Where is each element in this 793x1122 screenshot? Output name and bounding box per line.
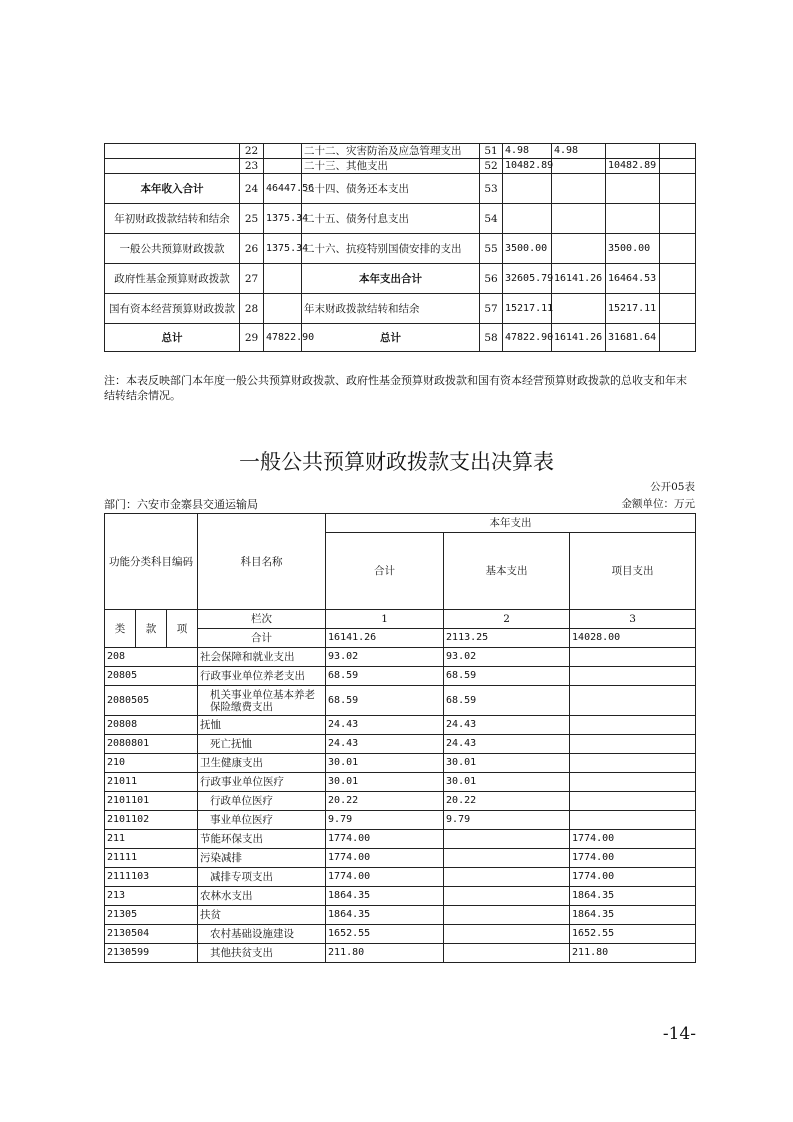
current-year-header: 本年支出 — [326, 514, 696, 533]
basic-amount: 30.01 — [444, 754, 570, 773]
basic-amount — [552, 234, 606, 264]
subject-name: 农村基础设施建设 — [198, 925, 326, 944]
total-amount: 20.22 — [326, 792, 444, 811]
func-class-header: 功能分类科目编码 — [105, 514, 198, 610]
table-row — [105, 773, 696, 792]
subject-code: 210 — [105, 754, 198, 773]
left-amount: 1375.34 — [264, 204, 302, 234]
subject-code: 21305 — [105, 906, 198, 925]
subject-name: 社会保障和就业支出 — [198, 648, 326, 667]
table-row — [105, 887, 696, 906]
subject-code: 208 — [105, 648, 198, 667]
project-amount — [570, 773, 696, 792]
subject-code: 211 — [105, 830, 198, 849]
total-amount: 68.59 — [326, 667, 444, 686]
basic-amount: 24.43 — [444, 716, 570, 735]
total-amount: 1652.55 — [326, 925, 444, 944]
total-amount: 1774.00 — [326, 868, 444, 887]
subject-code: 2101102 — [105, 811, 198, 830]
left-row-no: 27 — [240, 264, 264, 294]
subject-name: 行政单位医疗 — [198, 792, 326, 811]
left-amount: 1375.34 — [264, 234, 302, 264]
form-number: 公开05表 — [650, 481, 695, 493]
summary-row — [105, 159, 696, 174]
left-label: 国有资本经营预算财政拨款 — [105, 294, 240, 324]
left-label: 年初财政拨款结转和结余 — [105, 204, 240, 234]
table-row — [105, 906, 696, 925]
basic-amount — [444, 887, 570, 906]
right-row-no: 54 — [480, 204, 503, 234]
sum-row-project: 14028.00 — [570, 629, 696, 648]
basic-amount: 68.59 — [444, 667, 570, 686]
table-row — [105, 667, 696, 686]
basic-amount — [444, 906, 570, 925]
project-amount: 10482.89 — [606, 159, 660, 174]
subject-name: 事业单位医疗 — [198, 811, 326, 830]
subject-name: 节能环保支出 — [198, 830, 326, 849]
blank-cell — [660, 174, 696, 204]
subject-code: 2130599 — [105, 944, 198, 963]
left-label — [105, 144, 240, 159]
left-row-no: 23 — [240, 159, 264, 174]
right-label: 二十二、灾害防治及应急管理支出 — [302, 144, 480, 159]
project-amount — [570, 754, 696, 773]
blank-cell — [660, 144, 696, 159]
total-amount: 32605.79 — [503, 264, 552, 294]
project-amount — [606, 204, 660, 234]
total-amount — [503, 204, 552, 234]
right-label: 二十六、抗疫特别国债安排的支出 — [302, 234, 480, 264]
left-amount: 47822.90 — [264, 324, 302, 352]
project-amount: 1864.35 — [570, 906, 696, 925]
project-amount: 211.80 — [570, 944, 696, 963]
basic-amount — [552, 204, 606, 234]
project-header: 项目支出 — [570, 533, 696, 610]
right-label: 二十三、其他支出 — [302, 159, 480, 174]
total-amount: 24.43 — [326, 716, 444, 735]
left-row-no: 26 — [240, 234, 264, 264]
subject-name: 污染减排 — [198, 849, 326, 868]
subject-code: 21011 — [105, 773, 198, 792]
left-row-no: 29 — [240, 324, 264, 352]
subject-code: 2080801 — [105, 735, 198, 754]
project-amount — [606, 144, 660, 159]
expenditure-table — [104, 513, 696, 963]
unit-label: 金额单位：万元 — [621, 498, 695, 510]
total-amount: 4.98 — [503, 144, 552, 159]
blank-cell — [660, 204, 696, 234]
total-amount: 15217.11 — [503, 294, 552, 324]
sum-row-label: 合计 — [198, 629, 326, 648]
table-row — [105, 648, 696, 667]
table-row — [105, 716, 696, 735]
left-label: 总计 — [105, 324, 240, 352]
subject-name: 卫生健康支出 — [198, 754, 326, 773]
left-row-no: 28 — [240, 294, 264, 324]
right-label: 二十五、债务付息支出 — [302, 204, 480, 234]
project-amount — [570, 686, 696, 716]
basic-amount: 68.59 — [444, 686, 570, 716]
right-label: 总计 — [302, 324, 480, 352]
left-label: 政府性基金预算财政拨款 — [105, 264, 240, 294]
subject-code: 2080505 — [105, 686, 198, 716]
right-row-no: 56 — [480, 264, 503, 294]
blank-cell — [660, 264, 696, 294]
project-amount: 16464.53 — [606, 264, 660, 294]
subject-code: 21111 — [105, 849, 198, 868]
subject-name: 农林水支出 — [198, 887, 326, 906]
basic-amount: 93.02 — [444, 648, 570, 667]
col3-header: 3 — [570, 610, 696, 629]
basic-amount: 16141.26 — [552, 264, 606, 294]
right-row-no: 51 — [480, 144, 503, 159]
subject-name: 行政事业单位医疗 — [198, 773, 326, 792]
left-amount — [264, 159, 302, 174]
summary-row — [105, 144, 696, 159]
table-note: 注：本表反映部门本年度一般公共预算财政拨款、政府性基金预算财政拨款和国有资本经营预算财政拨款的总收支和年末结转结余情况。 — [104, 374, 687, 402]
project-amount — [570, 648, 696, 667]
basic-amount — [444, 868, 570, 887]
total-amount: 93.02 — [326, 648, 444, 667]
subject-name: 减排专项支出 — [198, 868, 326, 887]
table-row — [105, 754, 696, 773]
subject-name: 机关事业单位基本养老保险缴费支出 — [198, 686, 326, 716]
total-amount: 1774.00 — [326, 849, 444, 868]
total-amount: 30.01 — [326, 754, 444, 773]
summary-row — [105, 204, 696, 234]
subject-code: 20805 — [105, 667, 198, 686]
total-amount: 30.01 — [326, 773, 444, 792]
subject-code: 213 — [105, 887, 198, 906]
summary-row — [105, 294, 696, 324]
total-amount — [503, 174, 552, 204]
table-row — [105, 925, 696, 944]
project-amount: 31681.64 — [606, 324, 660, 352]
department-label: 部门：六安市金寨县交通运输局 — [104, 498, 258, 511]
project-amount — [570, 667, 696, 686]
right-row-no: 57 — [480, 294, 503, 324]
subject-name: 其他扶贫支出 — [198, 944, 326, 963]
total-header: 合计 — [326, 533, 444, 610]
blank-cell — [660, 294, 696, 324]
total-amount: 1774.00 — [326, 830, 444, 849]
basic-amount — [444, 944, 570, 963]
total-amount: 211.80 — [326, 944, 444, 963]
subject-code: 2130504 — [105, 925, 198, 944]
total-amount: 9.79 — [326, 811, 444, 830]
right-row-no: 55 — [480, 234, 503, 264]
summary-row — [105, 264, 696, 294]
basic-amount: 9.79 — [444, 811, 570, 830]
project-amount — [570, 716, 696, 735]
total-amount: 1864.35 — [326, 887, 444, 906]
column-no-header: 栏次 — [198, 610, 326, 629]
total-amount: 3500.00 — [503, 234, 552, 264]
table-row — [105, 811, 696, 830]
basic-amount — [552, 294, 606, 324]
project-amount: 1864.35 — [570, 887, 696, 906]
basic-amount — [444, 830, 570, 849]
project-amount: 1774.00 — [570, 830, 696, 849]
summary-row — [105, 324, 696, 352]
left-amount: 46447.56 — [264, 174, 302, 204]
subject-code: 2101101 — [105, 792, 198, 811]
total-amount: 1864.35 — [326, 906, 444, 925]
total-amount: 47822.90 — [503, 324, 552, 352]
blank-cell — [660, 324, 696, 352]
basic-amount — [552, 174, 606, 204]
left-row-no: 24 — [240, 174, 264, 204]
subject-code: 20808 — [105, 716, 198, 735]
project-amount: 15217.11 — [606, 294, 660, 324]
project-amount — [606, 174, 660, 204]
summary-table — [104, 143, 696, 352]
project-amount: 1774.00 — [570, 849, 696, 868]
right-label: 二十四、债务还本支出 — [302, 174, 480, 204]
project-amount — [570, 735, 696, 754]
summary-row — [105, 174, 696, 204]
basic-amount — [444, 849, 570, 868]
left-label — [105, 159, 240, 174]
table-row — [105, 944, 696, 963]
xiang-header: 项 — [167, 610, 198, 648]
basic-amount: 30.01 — [444, 773, 570, 792]
page-title: 一般公共预算财政拨款支出决算表 — [239, 450, 554, 474]
basic-amount: 4.98 — [552, 144, 606, 159]
total-amount: 68.59 — [326, 686, 444, 716]
project-amount — [570, 792, 696, 811]
table-row — [105, 849, 696, 868]
sum-row-basic: 2113.25 — [444, 629, 570, 648]
subject-name: 抚恤 — [198, 716, 326, 735]
blank-cell — [660, 234, 696, 264]
table-row — [105, 830, 696, 849]
project-amount: 3500.00 — [606, 234, 660, 264]
right-label: 年末财政拨款结转和结余 — [302, 294, 480, 324]
blank-cell — [660, 159, 696, 174]
right-label: 本年支出合计 — [302, 264, 480, 294]
basic-amount: 16141.26 — [552, 324, 606, 352]
sum-row-total: 16141.26 — [326, 629, 444, 648]
left-amount — [264, 144, 302, 159]
table-row — [105, 792, 696, 811]
total-amount: 10482.89 — [503, 159, 552, 174]
total-amount: 24.43 — [326, 735, 444, 754]
table-row — [105, 686, 696, 716]
basic-header: 基本支出 — [444, 533, 570, 610]
table-row — [105, 735, 696, 754]
right-row-no: 53 — [480, 174, 503, 204]
kuan-header: 款 — [136, 610, 167, 648]
summary-row — [105, 234, 696, 264]
page-number: -14- — [662, 1024, 696, 1044]
left-label: 本年收入合计 — [105, 174, 240, 204]
project-amount: 1774.00 — [570, 868, 696, 887]
basic-amount — [552, 159, 606, 174]
basic-amount: 20.22 — [444, 792, 570, 811]
col1-header: 1 — [326, 610, 444, 629]
left-amount — [264, 294, 302, 324]
subject-name: 死亡抚恤 — [198, 735, 326, 754]
left-amount — [264, 264, 302, 294]
left-row-no: 25 — [240, 204, 264, 234]
table-row — [105, 868, 696, 887]
lei-header: 类 — [105, 610, 136, 648]
left-row-no: 22 — [240, 144, 264, 159]
right-row-no: 52 — [480, 159, 503, 174]
subject-name-header: 科目名称 — [198, 514, 326, 610]
basic-amount — [444, 925, 570, 944]
project-amount: 1652.55 — [570, 925, 696, 944]
col2-header: 2 — [444, 610, 570, 629]
subject-name: 扶贫 — [198, 906, 326, 925]
left-label: 一般公共预算财政拨款 — [105, 234, 240, 264]
subject-name: 行政事业单位养老支出 — [198, 667, 326, 686]
subject-code: 2111103 — [105, 868, 198, 887]
basic-amount: 24.43 — [444, 735, 570, 754]
right-row-no: 58 — [480, 324, 503, 352]
project-amount — [570, 811, 696, 830]
